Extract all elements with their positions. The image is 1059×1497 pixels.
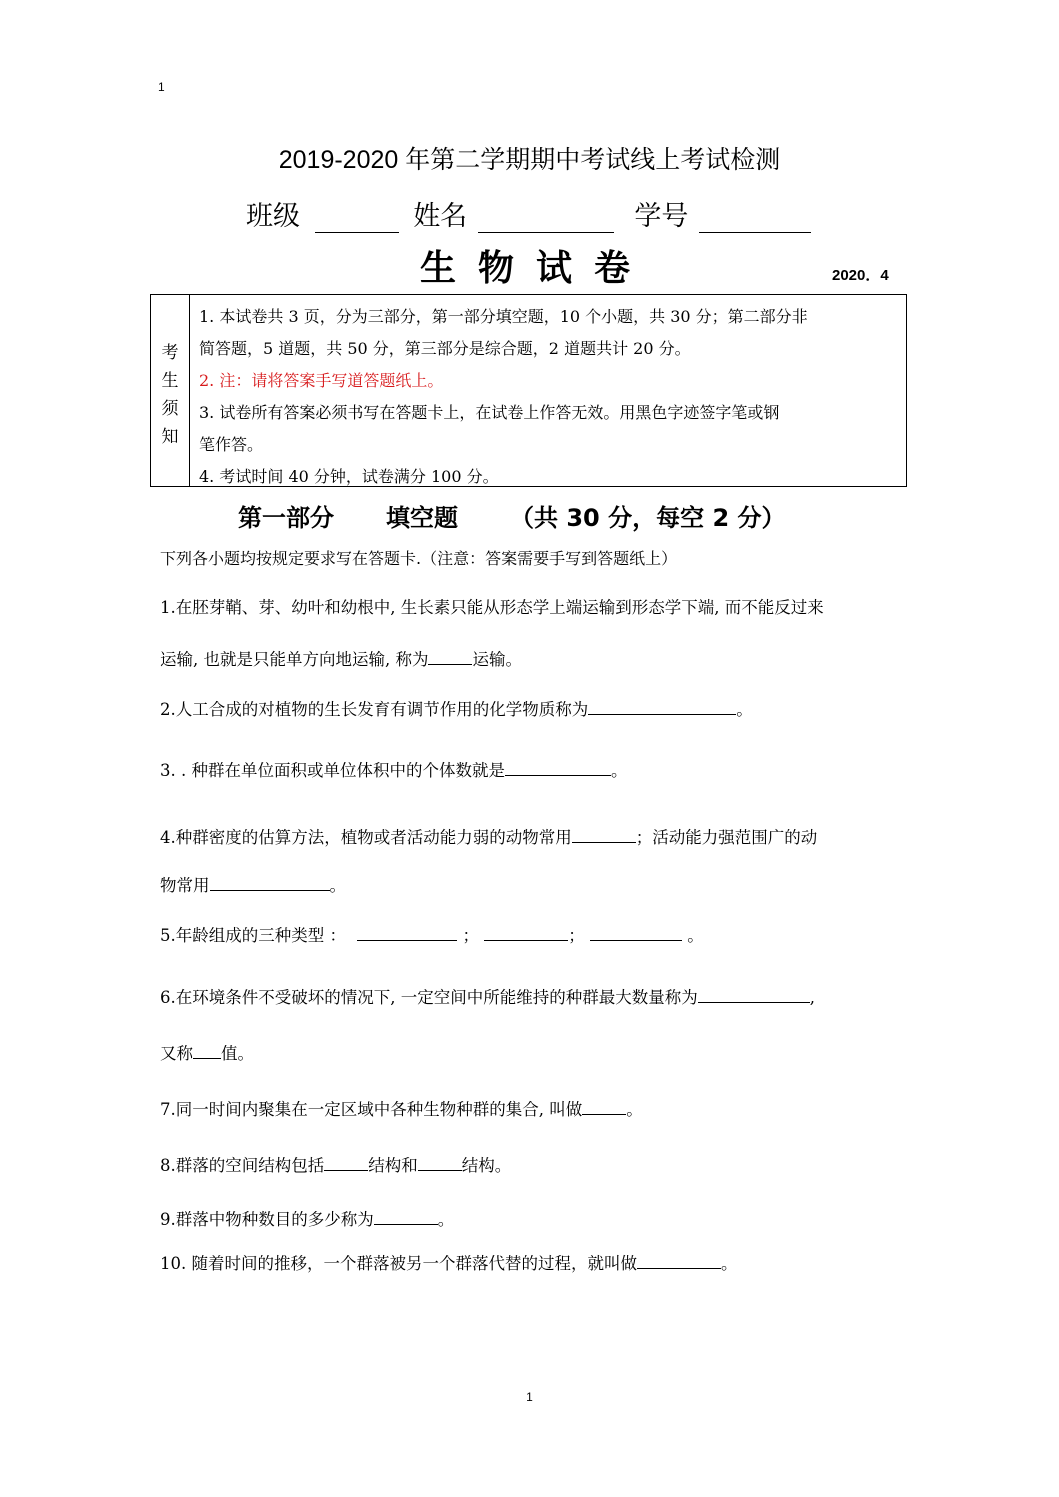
question-text: 10. 随着时间的推移，一个群落被另一个群落代替的过程，就叫做	[160, 1254, 637, 1273]
notice-line: 简答题，5 道题，共 50 分，第三部分是综合题，2 道题共计 20 分。	[199, 339, 691, 358]
name-field[interactable]	[478, 204, 614, 233]
answer-blank[interactable]	[418, 1154, 462, 1171]
answer-blank[interactable]	[324, 1154, 368, 1171]
answer-blank[interactable]	[637, 1252, 721, 1269]
answer-blank[interactable]	[698, 986, 810, 1003]
question-6-line-1	[160, 984, 815, 1008]
question-text: 2.人工合成的对植物的生长发育有调节作用的化学物质称为	[160, 700, 589, 719]
question-3	[160, 757, 627, 781]
answer-blank[interactable]	[374, 1208, 438, 1225]
question-text: 运输。	[472, 650, 522, 669]
question-text: 物常用	[160, 876, 210, 895]
answer-blank[interactable]	[590, 924, 682, 941]
section-type: 填空题	[386, 504, 458, 532]
question-text: 5.年龄组成的三种类型 ：	[160, 926, 346, 945]
question-5	[160, 922, 704, 946]
exam-date: 2020．4	[832, 267, 889, 284]
section-part: 第一部分	[238, 504, 334, 532]
question-4-line-1	[160, 824, 817, 848]
subject-title: 生物试卷	[420, 248, 653, 289]
question-9	[160, 1206, 454, 1230]
page-number-header: 1	[158, 80, 165, 94]
student-id-label: 学号	[634, 201, 689, 232]
question-1-line-2	[160, 646, 522, 670]
answer-blank[interactable]	[210, 874, 330, 891]
exam-title: 2019-2020 年第二学期期中考试线上考试检测	[278, 146, 781, 174]
question-text: 。	[437, 1210, 455, 1229]
student-info-line	[246, 194, 817, 233]
class-field[interactable]	[315, 204, 399, 233]
question-10	[160, 1250, 738, 1274]
question-text: 又称	[160, 1044, 193, 1063]
notice-label-cell	[151, 295, 190, 486]
question-separator: ；	[568, 926, 585, 945]
notice-line: 1. 本试卷共 3 页，分为三部分，第一部分填空题，10 个小题，共 30 分；第二部分非	[199, 307, 808, 326]
question-text: 。	[736, 700, 753, 719]
answer-blank[interactable]	[357, 924, 457, 941]
page-number-footer: 1	[526, 1390, 533, 1404]
notice-label: 考生须知	[161, 343, 179, 447]
question-text: 3. . 种群在单位面积或单位体积中的个体数就是	[160, 761, 505, 780]
answer-blank[interactable]	[193, 1042, 221, 1059]
notice-body	[199, 301, 899, 493]
exam-notice-box	[150, 294, 907, 487]
question-4-line-2	[160, 872, 346, 896]
question-text: 运输, 也就是只能单方向地运输, 称为	[160, 650, 429, 669]
question-2	[160, 696, 753, 720]
notice-line: 笔作答。	[199, 435, 264, 454]
section-instructions: 下列各小题均按规定要求写在答题卡.（注意：答案需要手写到答题纸上）	[160, 549, 678, 568]
question-separator: ；	[462, 926, 479, 945]
answer-blank[interactable]	[582, 1098, 626, 1115]
section-score-note: （共 30 分，每空 2 分）	[510, 504, 786, 532]
question-text: 结构。	[461, 1156, 512, 1175]
question-text: 8.群落的空间结构包括	[160, 1156, 325, 1175]
answer-blank[interactable]	[588, 698, 736, 715]
question-text: 9.群落中物种数目的多少称为	[160, 1210, 374, 1229]
notice-line: 3. 试卷所有答案必须书写在答题卡上，在试卷上作答无效。用黑色字迹签字笔或钢	[199, 403, 780, 422]
question-7	[160, 1096, 643, 1120]
question-text: 6.在环境条件不受破坏的情况下, 一定空间中所能维持的种群最大数量称为	[160, 988, 698, 1007]
class-label: 班级	[246, 201, 300, 232]
question-text: ；活动能力强范围广的动	[635, 828, 818, 847]
section-heading	[238, 498, 786, 533]
question-8	[160, 1152, 511, 1176]
answer-blank[interactable]	[505, 759, 611, 776]
answer-blank[interactable]	[484, 924, 568, 941]
question-text: 。	[721, 1254, 738, 1273]
question-text: 。	[687, 926, 704, 945]
question-text: 。	[329, 876, 346, 895]
question-1-line-1: 1.在胚芽鞘、芽、幼叶和幼根中, 生长素只能从形态学上端运输到形态学下端, 而不能反过来	[160, 598, 824, 617]
question-6-line-2	[160, 1040, 254, 1064]
notice-line: 4. 考试时间 40 分钟，试卷满分 100 分。	[199, 467, 499, 486]
answer-blank[interactable]	[572, 826, 636, 843]
question-text: 7.同一时间内聚集在一定区域中各种生物种群的集合, 叫做	[160, 1100, 583, 1119]
question-text: 结构和	[368, 1156, 418, 1175]
name-label: 姓名	[413, 201, 468, 232]
question-text: 。	[626, 1100, 643, 1119]
question-text: 。	[610, 761, 628, 780]
question-text: ,	[809, 988, 815, 1007]
answer-blank[interactable]	[428, 648, 472, 665]
student-id-field[interactable]	[699, 204, 811, 233]
notice-line-highlight: 2. 注：请将答案手写道答题纸上。	[199, 371, 444, 390]
question-text: 4.种群密度的估算方法，植物或者活动能力弱的动物常用	[160, 828, 572, 847]
question-text: 值。	[221, 1044, 254, 1063]
